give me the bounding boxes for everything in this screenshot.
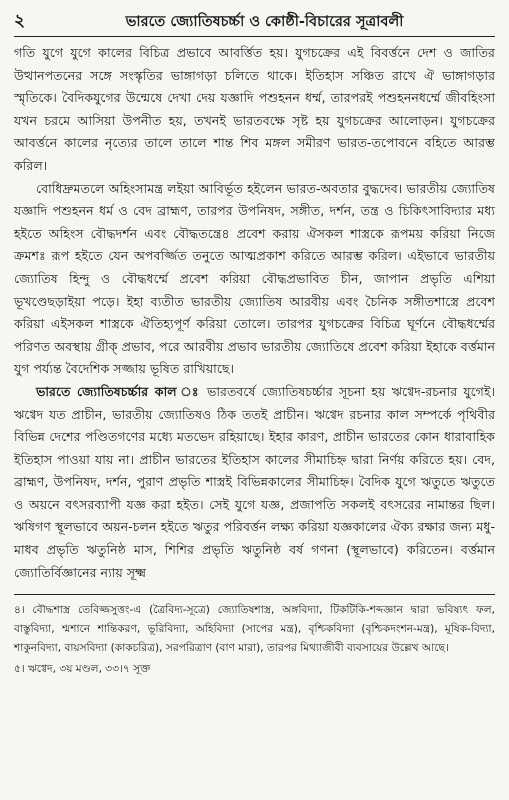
paragraph-1: গতি যুগে যুগে কালের বিচিত্র প্রভাবে আবর্ত্তিত হয়। যুগচক্রের এই বিবর্ত্তনে দেশ ও জাতির উত্থানপতনের সঙ্গে সংস্কৃতির ভাঙ্গাগড়া চলিতে থাকে। ইতিহাস সঞ্চিত রাখে ঐ ভাঙ্গাগড়ার স্মৃতিকে। বৈদিকযুগের উন্মেষে দেখা দেয় যজ্ঞাদি পশুহনন ধর্ম্ম, তারপরই পশুহননধর্ম্মে জীবহিংসা যখন চরমে আসিয়া উপনীত হয়, তখনই ভারতবক্ষে সৃষ্ট হয় যুগচক্রের আলোড়ন। যুগচক্রের আবর্ত্তনে কালের নৃত্যের তালে তালে শান্ত শিব মঙ্গল সমীরণ ভারত-তপোবনে বহিতে আরম্ভ করিল। [14,45,495,173]
paragraph-2: বোধিদ্রুমতলে অহিংসামন্ত্র লইয়া আবির্ভূত হইলেন ভারত-অবতার বুদ্ধদেব। ভারতীয় জ্যোতিষ যজ্ঞাদি পশুহনন ধর্ম ও বেদ ব্রাহ্মণ, তারপর উপনিষদ, সঙ্গীত, দর্শন, তন্ত্র ও চিকিৎসাবিদ্যার মধ্য হইতে অহিংস বৌদ্ধদর্শন এবং বৌদ্ধতন্ত্রে৪ প্রবেশ করায় ঐসকল শাস্ত্রকে রূপময় করিয়া নিজে ক্রমশঃ রূপ হইতে যেন অপবর্জ্জিত তনুতে আত্মপ্রকাশ করিতে আরম্ভ করিল। এইভাবে ভারতীয় জ্যোতিষ হিন্দু ও বৌদ্ধধর্ম্মে প্রবেশ করিয়া বৌদ্ধপ্রভাবিত চীন, জাপান প্রভৃতি এশিয়া ভূখণ্ডেছড়াইয়া পড়ে। ইহা ব্যতীত ভারতীয় জ্যোতিষ আরবীয় এবং চৈনিক সঙ্গীতশাস্ত্রে প্রবেশ করিয়া এইসকল শাস্ত্রকে ঐতিহ্যপূর্ণ করিয়া তোলে। তারপর যুগচক্রের বিচিত্র ঘূর্ণনে বৌদ্ধধর্ম্মের পরিণত অবস্থায় গ্রীক্ প্রভাব, পরে আরবীয় প্রভাব ভারতীয় জ্যোতিষে প্রবেশ করিয়া ইহাকে বর্ত্তমান যুগ পর্য্যন্ত বৈদেশিক সজ্জায় ভূষিত রাখিয়াছে। [14,180,495,377]
footnote-4: ৪। বৌদ্ধশাস্ত্র তেবিজ্জসুত্তং-এ (ত্রৈবিদ্য-সূত্রে) জ্যোতিষশাস্ত্র, অঙ্গবিদ্যা, টিকটিকি-শব্দজ্ঞান দ্বারা ভবিষ্যৎ ফল, বাস্তুবিদ্যা, শ্মশানে শান্তিকরণ, ভূরিবিদ্যা, অহিবিদ্যা (সাপের মন্ত্র), বৃশ্চিকবিদ্যা (বৃশ্চিকদংশন-মন্ত্র), মূষিক-বিদ্যা, শাকুনবিদ্যা, বায়সবিদ্যা (কাকচরিত্র), সরপরিত্রাণ (বাণ মারা), তারপর মিথ্যাজীবী ব্যবসায়ের উল্লেখ আছে। [14,604,495,655]
footnote-rule [14,594,495,595]
running-title: ভারতে জ্যোতিষচর্চ্চা ও কোষ্ঠী-বিচারের সূত্রাবলী [125,14,404,30]
section-heading: ভারতে জ্যোতিষচর্চ্চার কাল ঃ [36,383,201,399]
footnote-5: ৫। ঋগ্বেদ, ৩য় মণ্ডল, ৩৩।৭ সূক্ত [14,663,151,676]
paragraph-3 [14,381,495,584]
paragraph-3-text: ভারতবর্ষে জ্যোতিষচর্চ্চার সূচনা হয় ঋগ্বেদ-রচনার যুগেই। ঋগ্বেদ যত প্রাচীন, ভারতীয় জ্যোতিষও ঠিক ততই প্রাচীন। ঋগ্বেদ রচনার কাল সম্পর্কে পৃথিবীর বিভিন্ন দেশের পণ্ডিতগণের মধ্যে মতভেদ রহিয়াছে। ইহার কারণ, প্রাচীন ভারতের কোন ধারাবাহিক ইতিহাস পাওয়া যায় না। প্রাচীন ভারতের ইতিহাস কালের সীমাচিহ্ন দ্বারা নির্ণয় করিতে হয়। বেদ, ব্রাহ্মণ, উপনিষদ, দর্শন, পুরাণ প্রভৃতি শাস্ত্রই বিভিন্নকালের সীমাচিহ্ন। বৈদিক যুগে ঋতুতে ঋতুতে ও অয়নে বৎসরব্যাপী যজ্ঞ করা হইত। সেই যুগে যজ্ঞ, প্রজাপতি সকলই বৎসরের নামান্তর ছিল। ঋষিগণ স্থূলভাবে অয়ন-চলন হইতে ঋতুর পরিবর্ত্তন লক্ষ্য করিয়া যজ্ঞকালের ঐক্য রক্ষার জন্য মধু-মাধব প্রভৃতি ঋতুনিষ্ঠ মাস, শিশির প্রভৃতি ঋতুনিষ্ঠ বর্ষ গণনা (স্থূলভাবে) করিতেন। বর্ত্তমান জ্যোতির্বিজ্ঞানের ন্যায় সূক্ষ্ম [14,383,495,580]
page-number: ২ [14,11,26,31]
page-header [14,8,495,34]
header-rule [14,36,495,37]
